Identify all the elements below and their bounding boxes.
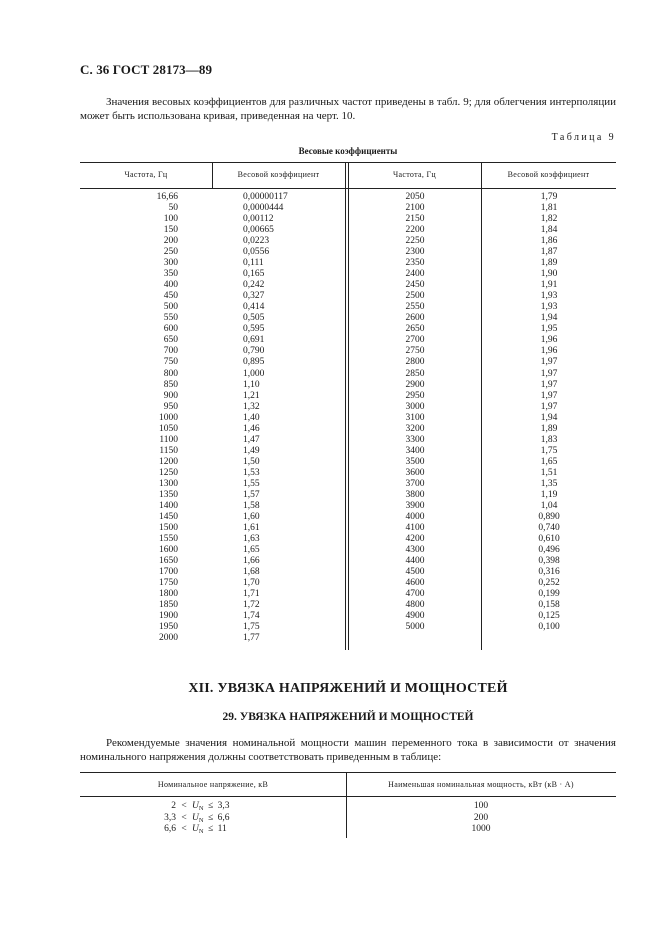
header-power: Наименьшая номинальная мощность, кВт (кВ · А): [388, 780, 574, 789]
frequency-cell: 850: [163, 379, 178, 390]
frequency-cell: 3000: [405, 401, 425, 412]
coefficient-cell: 1,91: [540, 280, 558, 291]
coefficient-cell: 1,50: [243, 456, 260, 467]
min-power-cell: 200: [473, 812, 489, 823]
coefficient-cell: 1,87: [540, 247, 558, 258]
coefficient-cell: 1,86: [540, 236, 558, 247]
frequency-cell: 3600: [405, 467, 425, 478]
frequency-cell: 1000: [159, 412, 178, 423]
voltage-high: 6,6: [217, 812, 230, 823]
coefficient-cell: 0,0000444: [243, 203, 284, 214]
min-power-cell: 1000: [471, 824, 491, 834]
coefficient-cell: 0,242: [243, 280, 265, 291]
coefficient-cell: 0,125: [538, 611, 560, 622]
frequency-cell: 2050: [405, 192, 425, 202]
voltage-range-cell: [150, 824, 290, 837]
voltage-low: 2: [171, 801, 176, 811]
coefficient-cell: 0,691: [243, 335, 265, 346]
coefficient-cell: 0,414: [243, 302, 265, 313]
frequency-cell: 2850: [405, 368, 425, 379]
coefficient-cell: 1,93: [540, 291, 558, 302]
coefficient-column-1: [243, 192, 333, 644]
frequency-cell: 2100: [405, 203, 425, 214]
frequency-cell: 100: [163, 214, 178, 225]
page-header: С. 36 ГОСТ 28173—89: [80, 62, 213, 77]
frequency-cell: 1550: [159, 533, 178, 544]
coefficient-cell: 1,71: [243, 589, 260, 600]
intro-paragraph: Значения весовых коэффициентов для различных частот приведены в табл. 9; для облегчения интерполяции может быть использована кривая, приведенная на черт. 10.: [80, 96, 616, 122]
frequency-column-1: [118, 192, 178, 644]
coefficient-cell: 0,252: [538, 578, 560, 589]
coefficient-cell: 1,47: [243, 434, 260, 445]
coefficient-cell: 1,65: [540, 456, 558, 467]
frequency-cell: 250: [163, 247, 178, 258]
min-power-cell: 100: [473, 801, 489, 811]
frequency-cell: 3500: [405, 456, 425, 467]
voltage-sub: N: [198, 805, 204, 812]
frequency-cell: 350: [163, 269, 178, 280]
coefficient-cell: 1,57: [243, 489, 260, 500]
frequency-cell: 150: [163, 225, 178, 236]
coefficient-cell: 1,97: [540, 390, 558, 401]
frequency-cell: 650: [163, 335, 178, 346]
table-header-rule: [80, 796, 616, 797]
coefficient-cell: 1,79: [540, 192, 558, 202]
frequency-cell: 1300: [159, 478, 178, 489]
coefficient-cell: 0,398: [538, 556, 560, 567]
coefficient-cell: 1,96: [540, 335, 558, 346]
frequency-cell: 600: [163, 324, 178, 335]
coefficient-cell: 1,96: [540, 346, 558, 357]
coefficient-cell: 1,75: [540, 445, 558, 456]
coefficient-cell: 1,89: [540, 423, 558, 434]
frequency-cell: 1800: [159, 589, 178, 600]
coefficient-cell: 1,35: [540, 478, 558, 489]
voltage-power-table: [80, 772, 616, 838]
frequency-cell: 2150: [405, 214, 425, 225]
voltage-var: U: [192, 801, 199, 811]
section-heading-xii: XII. УВЯЗКА НАПРЯЖЕНИЙ И МОЩНОСТЕЙ: [188, 681, 508, 696]
voltage-low: 3,3: [164, 812, 176, 823]
frequency-cell: 1100: [159, 434, 178, 445]
frequency-cell: 2900: [405, 379, 425, 390]
frequency-cell: 1700: [159, 567, 178, 578]
table-top-rule: [80, 772, 616, 773]
frequency-cell: 1450: [159, 511, 178, 522]
table-caption: Весовые коэффициенты: [298, 146, 398, 156]
coefficient-cell: 0,790: [243, 346, 265, 357]
coefficient-cell: 1,84: [540, 225, 558, 236]
frequency-cell: 2650: [405, 324, 425, 335]
coefficient-cell: 1,74: [243, 611, 260, 622]
coefficient-cell: 0,00665: [243, 225, 274, 236]
frequency-cell: 2400: [405, 269, 425, 280]
coefficient-cell: 1,89: [540, 258, 558, 269]
coefficient-cell: 1,58: [243, 500, 260, 511]
frequency-cell: 750: [163, 357, 178, 368]
coefficient-cell: 1,97: [540, 368, 558, 379]
frequency-cell: 4000: [405, 511, 425, 522]
table-double-divider: [348, 162, 349, 650]
coefficient-cell: 1,53: [243, 467, 260, 478]
frequency-cell: 1650: [159, 556, 178, 567]
coefficient-cell: 1,97: [540, 401, 558, 412]
table-double-divider: [345, 162, 346, 650]
voltage-sub: N: [198, 828, 204, 835]
coefficient-cell: 1,66: [243, 556, 260, 567]
frequency-cell: 700: [163, 346, 178, 357]
coefficient-cell: 1,94: [540, 412, 558, 423]
frequency-cell: 2500: [405, 291, 425, 302]
coefficient-cell: 0,199: [538, 589, 560, 600]
coefficient-cell: 1,77: [243, 633, 260, 644]
frequency-cell: 3300: [405, 434, 425, 445]
header-voltage: Номинальное напряжение, кВ: [157, 780, 269, 789]
voltage-op1: <: [181, 824, 187, 834]
voltage-var: U: [192, 812, 199, 823]
coefficient-cell: 1,10: [243, 379, 260, 390]
header-frequency-1: Частота, Гц: [124, 170, 168, 179]
frequency-cell: 4300: [405, 545, 425, 555]
frequency-cell: 3100: [405, 412, 425, 423]
coefficient-cell: 0,158: [538, 600, 560, 611]
coefficient-cell: 1,93: [540, 302, 558, 313]
header-coefficient-1: Весовой коэффициент: [237, 170, 320, 179]
frequency-cell: 3700: [405, 478, 425, 489]
coefficient-cell: 1,40: [243, 412, 260, 423]
coefficient-cell: 0,316: [538, 567, 560, 578]
coefficient-cell: 0,895: [243, 357, 265, 368]
coefficient-cell: 0,496: [538, 545, 560, 555]
frequency-cell: 550: [163, 313, 178, 324]
coefficient-cell: 1,55: [243, 478, 260, 489]
frequency-cell: 4700: [405, 589, 425, 600]
frequency-column-2: [380, 192, 450, 633]
header-coefficient-2: Весовой коэффициент: [507, 170, 590, 179]
frequency-cell: 2350: [405, 258, 425, 269]
section-heading-29: 29. УВЯЗКА НАПРЯЖЕНИЙ И МОЩНОСТЕЙ: [222, 711, 474, 723]
coefficient-cell: 1,21: [243, 390, 260, 401]
coefficient-cell: 1,90: [540, 269, 558, 280]
coefficient-cell: 1,83: [540, 434, 558, 445]
coefficient-cell: 1,32: [243, 401, 260, 412]
frequency-cell: 5000: [405, 622, 425, 633]
frequency-cell: 900: [163, 390, 178, 401]
frequency-cell: 16,66: [156, 192, 178, 202]
voltage-op2: ≤: [207, 801, 214, 811]
coefficient-cell: 1,46: [243, 423, 260, 434]
recommendation-paragraph: Рекомендуемые значения номинальной мощности машин переменного тока в зависимости от значения номинального напряжения должны соответствовать приведенным в таблице:: [80, 737, 616, 763]
voltage-op2: ≤: [207, 824, 214, 834]
coefficient-cell: 1,75: [243, 622, 260, 633]
coefficient-cell: 0,00112: [243, 214, 274, 225]
frequency-cell: 2450: [405, 280, 425, 291]
coefficient-cell: 0,0223: [243, 236, 270, 247]
coefficient-cell: 0,740: [538, 522, 560, 533]
coefficient-cell: 1,60: [243, 511, 260, 522]
voltage-op2: ≤: [207, 812, 214, 823]
coefficient-cell: 0,0556: [243, 247, 270, 258]
frequency-cell: 1750: [159, 578, 178, 589]
coefficient-cell: 1,51: [540, 467, 558, 478]
frequency-cell: 1900: [159, 611, 178, 622]
header-frequency-2: Частота, Гц: [393, 170, 436, 179]
voltage-high: 11: [217, 824, 227, 834]
coefficient-cell: 0,111: [243, 258, 264, 269]
coefficient-cell: 1,94: [540, 313, 558, 324]
frequency-cell: 4500: [405, 567, 425, 578]
frequency-cell: 1500: [159, 522, 178, 533]
frequency-cell: 2800: [405, 357, 425, 368]
coefficient-cell: 1,65: [243, 545, 260, 555]
frequency-cell: 3400: [405, 445, 425, 456]
frequency-cell: 4100: [405, 522, 425, 533]
frequency-cell: 2250: [405, 236, 425, 247]
coefficient-column-2: [510, 192, 588, 633]
coefficient-cell: 1,97: [540, 357, 558, 368]
coefficient-cell: 0,100: [538, 622, 560, 633]
frequency-cell: 1050: [159, 423, 178, 434]
frequency-cell: 1950: [159, 622, 178, 633]
voltage-low: 6,6: [164, 824, 176, 834]
frequency-cell: 2200: [405, 225, 425, 236]
coefficient-cell: 1,000: [243, 368, 265, 379]
frequency-cell: 2950: [405, 390, 425, 401]
frequency-cell: 450: [163, 291, 178, 302]
coefficient-cell: 1,04: [540, 500, 558, 511]
frequency-cell: 1150: [159, 445, 178, 456]
voltage-high: 3,3: [217, 801, 230, 811]
frequency-cell: 500: [163, 302, 178, 313]
frequency-cell: 200: [163, 236, 178, 247]
coefficient-cell: 1,68: [243, 567, 260, 578]
frequency-cell: 2600: [405, 313, 425, 324]
coefficient-cell: 1,70: [243, 578, 260, 589]
coefficient-cell: 1,95: [540, 324, 558, 335]
coefficient-cell: 1,19: [540, 489, 558, 500]
coefficient-cell: 0,00000117: [243, 192, 288, 202]
frequency-cell: 1250: [159, 467, 178, 478]
voltage-op1: <: [181, 812, 187, 823]
frequency-cell: 2550: [405, 302, 425, 313]
voltage-op1: <: [181, 801, 187, 811]
frequency-cell: 1600: [159, 545, 178, 555]
frequency-cell: 1350: [159, 489, 178, 500]
voltage-sub: N: [198, 816, 204, 824]
coefficient-cell: 1,49: [243, 445, 260, 456]
frequency-cell: 800: [163, 368, 178, 379]
frequency-cell: 4200: [405, 533, 425, 544]
coefficient-cell: 0,595: [243, 324, 265, 335]
frequency-cell: 2300: [405, 247, 425, 258]
frequency-cell: 3200: [405, 423, 425, 434]
coefficient-cell: 0,165: [243, 269, 265, 280]
frequency-cell: 1400: [159, 500, 178, 511]
coefficient-cell: 1,61: [243, 522, 260, 533]
frequency-cell: 300: [163, 258, 178, 269]
frequency-cell: 3900: [405, 500, 425, 511]
frequency-cell: 4800: [405, 600, 425, 611]
frequency-cell: 2700: [405, 335, 425, 346]
voltage-var: U: [192, 824, 199, 834]
coefficient-cell: 1,72: [243, 600, 260, 611]
frequency-cell: 4600: [405, 578, 425, 589]
frequency-cell: 2750: [405, 346, 425, 357]
coefficient-cell: 0,610: [538, 533, 560, 544]
coefficient-cell: 0,327: [243, 291, 265, 302]
coefficient-cell: 1,81: [540, 203, 558, 214]
frequency-cell: 950: [163, 401, 178, 412]
frequency-cell: 400: [163, 280, 178, 291]
coefficient-cell: 1,63: [243, 533, 260, 544]
coefficient-cell: 1,97: [540, 379, 558, 390]
weighting-coefficients-table: [80, 162, 616, 650]
frequency-cell: 4900: [405, 611, 425, 622]
table-number: Таблица 9: [551, 132, 616, 143]
coefficient-cell: 0,505: [243, 313, 265, 324]
frequency-cell: 4400: [405, 556, 425, 567]
coefficient-cell: 0,890: [538, 511, 560, 522]
coefficient-cell: 1,82: [540, 214, 558, 225]
frequency-cell: 50: [168, 203, 178, 214]
frequency-cell: 1200: [159, 456, 178, 467]
frequency-cell: 1850: [159, 600, 178, 611]
frequency-cell: 2000: [159, 633, 178, 644]
column-divider: [481, 162, 482, 650]
frequency-cell: 3800: [405, 489, 425, 500]
